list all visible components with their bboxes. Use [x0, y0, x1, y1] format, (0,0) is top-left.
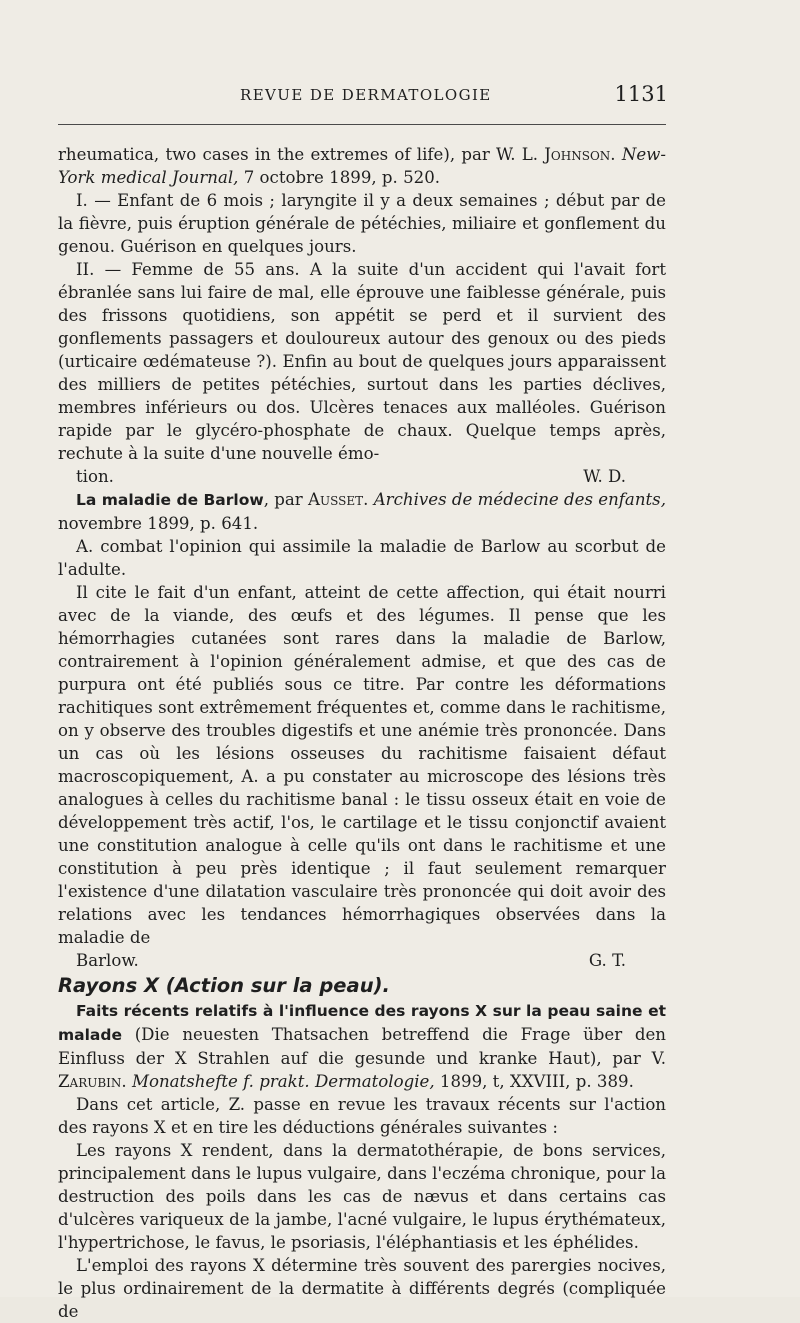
header-rule: [58, 124, 666, 125]
journal-name: Archives de médecine des enfants,: [373, 490, 666, 509]
paragraph: Les rayons X rendent, dans la dermatothérapie, de bons services, principalement dans le lupus vulgaire, dans l'eczéma chronique, pour la destruction des poils dans les cas de nævus et dans certains cas d'ulcères variqueux de la jambe, l'acné vulgaire, le lupus érythémateux, l'hypertrichose, le favus, le psoriasis, l'éléphantiasis et les éphélides.: [58, 1141, 666, 1252]
journal-name: Monatshefte f. prakt. Dermatologie,: [131, 1072, 435, 1091]
article-heading: Faits récents relatifs à l'influence des rayons X sur la peau saine et malade (Die neuesten Thatsachen betreffend die Frage über den Einfluss der X Strahlen auf die gesunde und kranke Haut), par V. Zarubin. Monatshefte f. prakt. Dermatologie, 1899, t, XXVIII, p. 389.: [58, 1002, 666, 1091]
signature-line: Barlow. G. T.: [58, 949, 666, 972]
signature: W. D.: [583, 467, 626, 486]
case-two-paragraph: II. — Femme de 55 ans. A la suite d'un accident qui l'avait fort ébranlée sans lui faire de mal, elle éprouve une faiblesse générale, puis des frissons quotidiens, son appétit se perd et il survient des gonflements passagers et douloureux autour des genoux ou des pieds (urticaire œdémateuse ?). Enfin au bout de quelques jours apparaissent des milliers de petites pétéchies, surtout dans les parties déclives, membres inférieurs ou dos. Ulcères tenaces aux malléoles. Guérison rapide par le glycéro-phosphate de chaux. Quelque temps après, rechute à la suite d'une nouvelle émo-: [58, 260, 666, 463]
paragraph: A. combat l'opinion qui assimile la maladie de Barlow au scorbut de l'adulte.: [58, 537, 666, 579]
page-header: [58, 82, 668, 116]
body-text: [58, 143, 666, 1323]
running-title: REVUE DE DERMATOLOGIE: [240, 86, 492, 104]
article-heading: La maladie de Barlow, par Ausset. Archives de médecine des enfants, novembre 1899, p. 641.: [58, 490, 666, 533]
article-title: Faits récents relatifs à l'influence des rayons X sur la peau saine et malade: [58, 1002, 666, 1044]
page-number: 1131: [614, 82, 668, 106]
article-title: La maladie de Barlow: [76, 491, 264, 509]
reference-continuation: rheumatica, two cases in the extremes of life), par W. L. Johnson. New-York medical Journal, 7 octobre 1899, p. 520.: [58, 145, 666, 187]
case-one-paragraph: I. — Enfant de 6 mois ; laryngite il y a deux semaines ; début par de la fièvre, puis éruption générale de pétéchies, miliaire et gonflement du genou. Guérison en quelques jours.: [58, 191, 666, 256]
signature-line: tion. W. D.: [58, 465, 666, 488]
journal-name: New-York medical Journal,: [58, 145, 666, 187]
paragraph: L'emploi des rayons X détermine très souvent des parergies nocives, le plus ordinairement de la dermatite à différents degrés (compliquée de: [58, 1256, 666, 1321]
paragraph: Il cite le fait d'un enfant, atteint de cette affection, qui était nourri avec de la viande, des œufs et des légumes. Il pense que les hémorrhagies cutanées sont rares dans la maladie de Barlow, contrairement à l'opinion généralement admise, et que des cas de purpura ont été publiés sous ce titre. Par contre les déformations rachitiques sont extrêmement fréquentes et, comme dans le rachitisme, on y observe des troubles digestifs et une anémie très prononcée. Dans un cas où les lésions osseuses du rachitisme faisaient défaut macroscopiquement, A. a pu constater au microscope des lésions très analogues à celles du rachitisme banal : le tissu osseux était en voie de développement très actif, l'os, le cartilage et le tissu conjonctif avaient une constitution analogue à celle qu'ils ont dans le rachitisme et une constitution à peu près identique ; il faut seulement remarquer l'existence d'une dilatation vasculaire très prononcée qui doit avoir des relations avec les tendances hémorrhagiques observées dans la maladie de: [58, 583, 666, 947]
section-heading: Rayons X (Action sur la peau).: [58, 974, 390, 997]
author-name: Johnson: [544, 145, 611, 164]
signature: G. T.: [588, 951, 626, 970]
paragraph: Dans cet article, Z. passe en revue les travaux récents sur l'action des rayons X et en tire les déductions générales suivantes :: [58, 1095, 666, 1137]
author-name: Ausset: [308, 490, 364, 509]
author-name: Zarubin: [58, 1072, 122, 1091]
